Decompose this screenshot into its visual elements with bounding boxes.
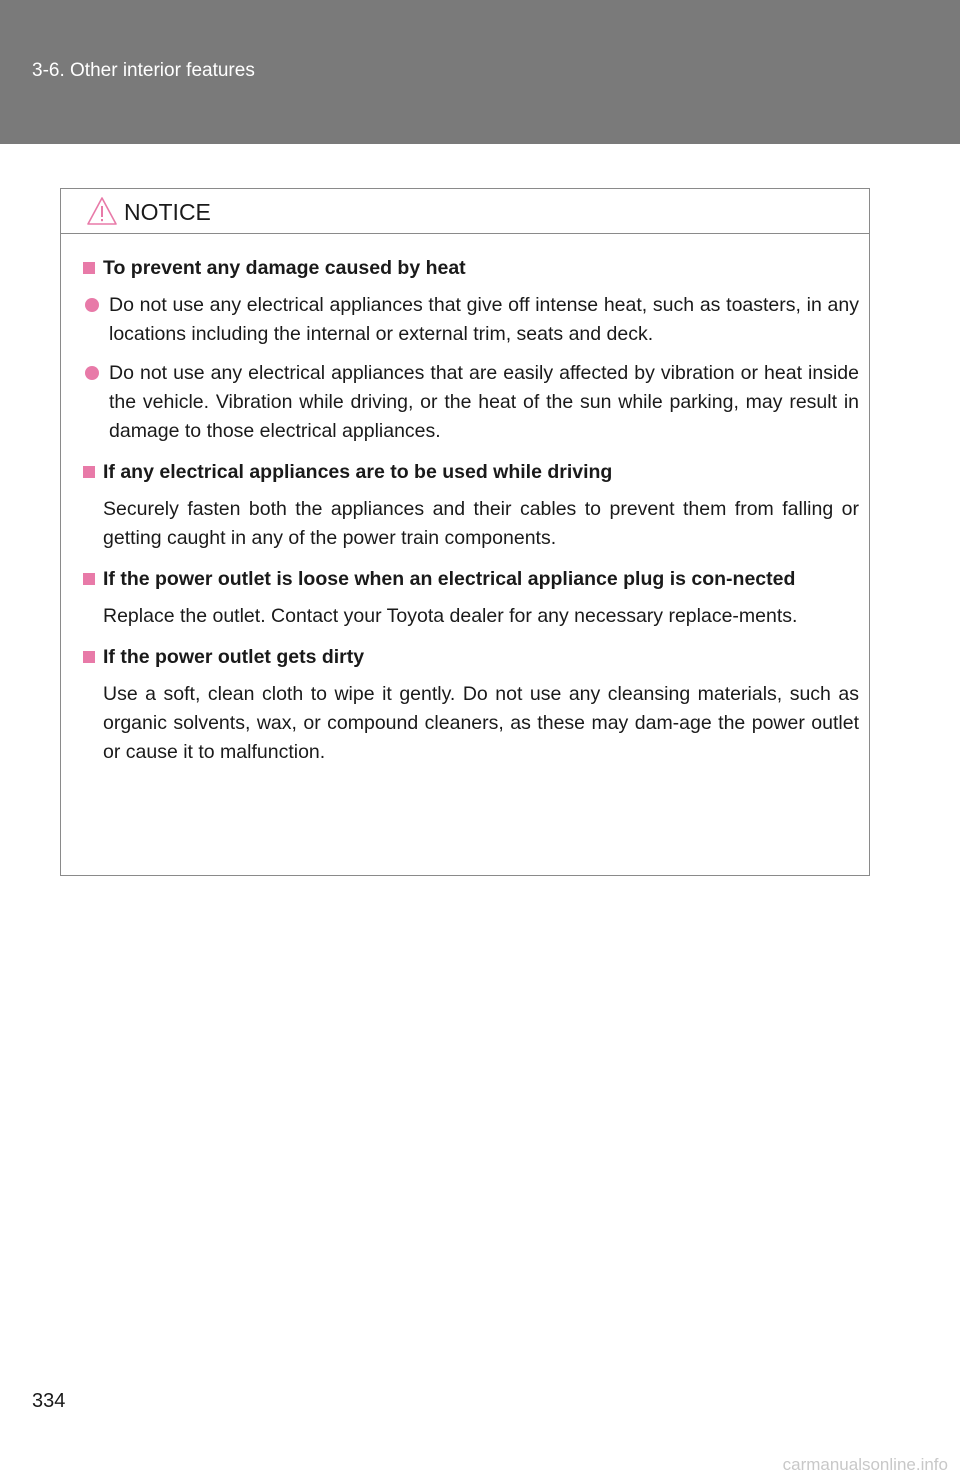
bullet-text: Do not use any electrical appliances that are easily affected by vibration or heat inside the vehicle. Vibration while driving, or the heat of the sun while parking, may result in damage to those electrical appliances. bbox=[109, 362, 859, 442]
list-item bbox=[83, 359, 859, 446]
watermark: carmanualsonline.info bbox=[782, 1455, 948, 1474]
section-text: Use a soft, clean cloth to wipe it gently. Do not use any cleansing materials, such as organic solvents, wax, or compound cleaners, as these may dam-age the power outlet or cause it to malfunction. bbox=[103, 683, 859, 763]
notice-box bbox=[60, 188, 870, 876]
notice-label: NOTICE bbox=[124, 199, 211, 225]
section-heading: If the power outlet is loose when an electrical appliance plug is con-nected bbox=[83, 565, 859, 594]
bullet-dot-icon bbox=[85, 366, 99, 380]
section-heading: If any electrical appliances are to be used while driving bbox=[83, 458, 859, 487]
section-dirty-outlet bbox=[83, 643, 859, 767]
section-heading: To prevent any damage caused by heat bbox=[83, 254, 859, 283]
page-header bbox=[0, 0, 960, 144]
notice-header bbox=[61, 189, 869, 234]
notice-body bbox=[61, 234, 869, 767]
section-driving bbox=[83, 458, 859, 553]
section-heat bbox=[83, 254, 859, 446]
section-text: Securely fasten both the appliances and their cables to prevent them from falling or getting caught in any of the power train components. bbox=[103, 498, 859, 549]
bullet-text: Do not use any electrical appliances that give off intense heat, such as toasters, in any locations including the internal or external trim, seats and deck. bbox=[109, 294, 859, 345]
section-text: Replace the outlet. Contact your Toyota dealer for any necessary replace-ments. bbox=[103, 605, 798, 627]
bullet-dot-icon bbox=[85, 298, 99, 312]
warning-icon bbox=[86, 196, 118, 226]
page-number: 334 bbox=[32, 1390, 66, 1412]
section-loose-outlet bbox=[83, 565, 859, 631]
section-heading: If the power outlet gets dirty bbox=[83, 643, 859, 672]
list-item bbox=[83, 291, 859, 349]
section-title: 3-6. Other interior features bbox=[32, 60, 255, 81]
